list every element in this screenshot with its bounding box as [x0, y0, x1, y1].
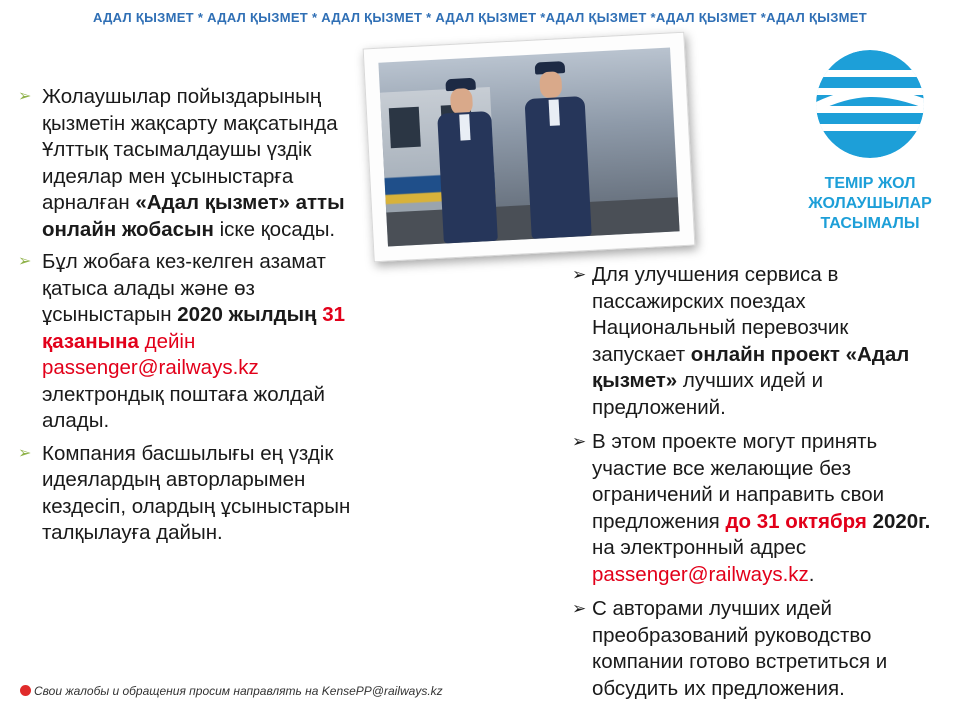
- red-dot-icon: [20, 685, 31, 696]
- staff-photo: [378, 47, 679, 246]
- footer-note: Свои жалобы и обращения просим направлять на KensePP@railways.kz: [20, 684, 443, 698]
- email-link[interactable]: passenger@railways.kz: [42, 356, 259, 379]
- russian-item-2: ➢ В этом проекте могут принять участие все желающие без ограничений и направить свои предложения до 31 октября 2020г. на электронный адрес passenger@railways.kz.: [572, 430, 931, 586]
- arrow-bullet-icon: ➢: [18, 88, 32, 105]
- russian-text-block: [572, 262, 944, 710]
- logo-line-2: ЖОЛАУШЫЛАР: [808, 195, 932, 212]
- arrow-bullet-icon: ➢: [18, 444, 32, 462]
- staff-photo-frame: [363, 32, 696, 263]
- logo-line-3: ТАСЫМАЛЫ: [820, 215, 920, 232]
- company-logo-text: [800, 174, 940, 234]
- company-logo-icon: [814, 48, 926, 160]
- logo-line-1: ТЕМІР ЖОЛ: [824, 175, 916, 192]
- check-arrow-bullet-icon: ➢: [572, 599, 587, 618]
- kazakh-item-3: ➢ Компания басшылығы ең үздік идеялардың авторларымен кездесіп, олардың ұсыныстарын талқылауға дайын.: [18, 441, 351, 544]
- russian-item-3: ➢ С авторами лучших идей преобразований руководство компании готово встретиться и обсудить их предложения.: [572, 597, 888, 700]
- arrow-bullet-icon: ➢: [18, 253, 32, 270]
- page-banner: АДАЛ ҚЫЗМЕТ * АДАЛ ҚЫЗМЕТ * АДАЛ ҚЫЗМЕТ * АДАЛ ҚЫЗМЕТ *АДАЛ ҚЫЗМЕТ *АДАЛ ҚЫЗМЕТ *АДАЛ ҚЫЗМЕТ: [92, 10, 868, 25]
- check-arrow-bullet-icon: ➢: [572, 265, 587, 284]
- kazakh-text-block: [18, 84, 386, 553]
- email-link[interactable]: passenger@railways.kz: [592, 562, 809, 586]
- russian-item-1: ➢ Для улучшения сервиса в пассажирских поездах Национальный перевозчик запускает онлайн проект «Адал қызмет» лучших идей и предложений.: [572, 263, 910, 419]
- kazakh-item-1: ➢ Жолаушылар пойыздарының қызметін жақсарту мақсатында Ұлттық тасымалдаушы үздік идеялар мен ұсыныстарға арналған «Адал қызмет» атты онлайн жобасын іске қосады.: [18, 85, 345, 241]
- check-arrow-bullet-icon: ➢: [572, 432, 587, 451]
- kazakh-item-2: ➢ Бұл жобаға кез-келген азамат қатыса алады және өз ұсыныстарын 2020 жылдың 31 қазанына дейін passenger@railways.kz электрондық поштаға жолдай алады.: [18, 250, 346, 432]
- train-window: [389, 107, 421, 149]
